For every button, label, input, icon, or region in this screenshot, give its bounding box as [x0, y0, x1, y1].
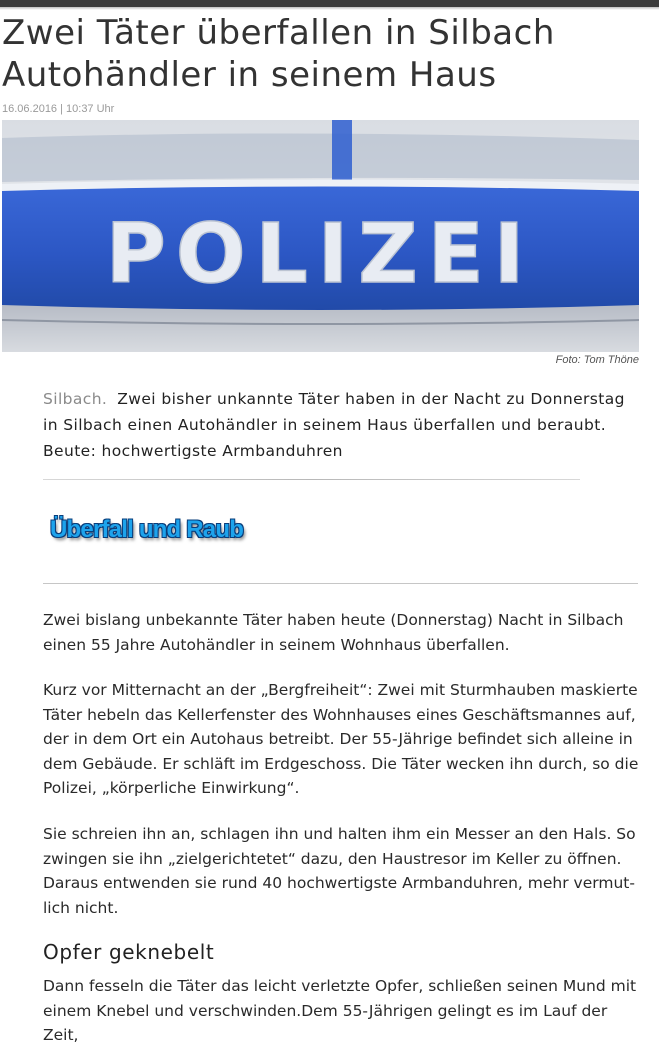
top-bar-shadow: [0, 7, 659, 10]
lead-text: Zwei bisher unkannte Täter haben in der Nacht zu Donnerstag in Silbach einen Autohändler in seinem Haus überfallen und beraubt. Beute: hochwertigste Armbanduhren: [43, 390, 625, 460]
divider-bottom: [43, 583, 638, 584]
section-banner: Überfall und Raub: [50, 516, 244, 543]
paragraph-4: Dann fesseln die Täter das leicht verletzte Opfer, schließen seinen Mund mit einem Knebel und verschwinden.Dem 55-Jährigen gelingt es im Lauf der Zeit,: [43, 977, 637, 1044]
paragraph-1: Zwei bislang unbekannte Täter haben heute (Donnerstag) Nacht in Silbach einen 55 Jahre Autohändler in seinem Wohnhaus überfallen.: [43, 611, 624, 654]
photo-credit: Foto: Tom Thöne: [555, 354, 639, 366]
article-date: 16.06.2016 | 10:37 Uhr: [2, 103, 115, 115]
polizei-lettering: POLIZEI: [105, 207, 535, 302]
dateline: Silbach.: [43, 390, 108, 408]
article-photo[interactable]: [2, 120, 639, 352]
paragraph-2: Kurz vor Mitternacht an der „Bergfreiheit“: Zwei mit Sturmhauben maskierte Täter hebeln das Kellerfenster des Wohnhauses eines Geschäftsmannes auf, der in dem Ort ein Autohaus betreibt. Der 55-Jährige befindet sich alleine in dem Gebäude. Er schläft im Erdgeschoss. Die Täter wecken ihn durch, so die Polizei, „körperliche Einwirkung“.: [43, 681, 639, 797]
police-car-hood-image: [2, 120, 639, 352]
divider-top: [43, 479, 580, 480]
browser-top-bar: [0, 0, 659, 7]
subheading: Opfer geknebelt: [43, 940, 215, 964]
article-title: Zwei Täter überfallen in Silbach Autohändler in seinem Haus: [2, 13, 555, 95]
paragraph-3: Sie schreien ihn an, schlagen ihn und halten ihm ein Messer an den Hals. So zwingen sie ihn „zielgerichtetet“ dazu, den Haustresor im Keller zu öffnen. Daraus entwenden sie rund 40 hochwertigste Armbanduhren, mehr vermut-lich nicht.: [43, 825, 636, 917]
article-lead: [43, 386, 643, 464]
